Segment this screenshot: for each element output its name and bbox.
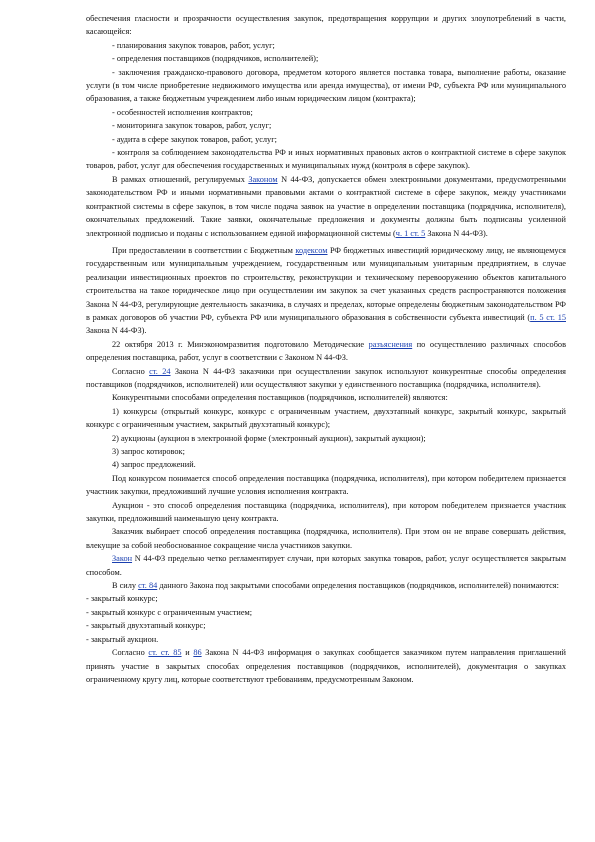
text-run: Закона N 44-ФЗ).	[86, 326, 147, 336]
article-link[interactable]: 86	[193, 648, 202, 658]
paragraph-closed	[86, 552, 566, 579]
paragraph-competitive: Конкурентными способами определения поставщиков (подрядчиков, исполнителей) являются:	[112, 393, 448, 403]
text-run: и	[181, 648, 194, 658]
list-item: - заключения гражданско-правового договора, предметом которого является поставка товара, выполнение работы, оказание услуги (в том числе приобретение недвижимого имущества или аренда имущества), от имени РФ, субъекта РФ или муниципального образования, а также бюджетным учреждением либо иным юридическим лицом (контракта);	[86, 67, 566, 104]
text-run: N 44-ФЗ, допускается обмен электронными документами, предусмотренными законодательством РФ и иными нормативными правовыми актами о контрактной системе в сфере закупок, между участниками контрактной системы в сфере закупок, в том числе подача заявок на участие в определении поставщика (подрядчика, исполнителя), окончательных предложений. Такие заявки, окончательные предложения и документы должны быть подписаны усиленной электронной подписью и поданы с использованием единой информационной системы (	[86, 174, 567, 238]
article-link[interactable]: ч. 1 ст. 5	[395, 228, 426, 238]
text-run: Закона N 44-ФЗ информация о закупках сообщается заказчиком путем направления приглашений принять участие в закрытых способах определения поставщиков (подрядчиков, исполнителей), документация о закупках ограниченному кругу лиц, которые соответствуют требованиям, предусмотренным Законом.	[86, 648, 566, 684]
document-page	[86, 12, 566, 686]
code-link[interactable]: кодексом	[295, 245, 328, 255]
paragraph-contest: Под конкурсом понимается способ определения поставщика (подрядчика, исполнителя), при котором победителем признается участник закупки, предложивший лучшие условия исполнения контракта.	[86, 473, 566, 497]
list-item: 2) аукционы (аукцион в электронной форме (электронный аукцион), закрытый аукцион);	[112, 433, 426, 443]
text-run: Согласно	[112, 648, 149, 658]
intro-paragraph: обеспечения гласности и прозрачности осуществления закупок, предотвращения коррупции и других злоупотреблений в части, касающейся:	[86, 14, 566, 37]
list-item: 1) конкурсы (открытый конкурс, конкурс с ограниченным участием, двухэтапный конкурс, закрытый конкурс, закрытый конкурс с ограниченным участием, закрытый двухэтапный конкурс);	[86, 406, 566, 430]
article-link[interactable]: п. 5 ст. 15	[530, 312, 566, 322]
text-run: Согласно	[112, 366, 150, 376]
text-run: по осуществлению различных способов определения поставщика, работ, услуг в соответствии с Законом N 44-ФЗ.	[86, 339, 566, 363]
text-run: РФ бюджетных инвестиций юридическому лицу, не являющемуся государственным или муниципальным учреждением, государственным или муниципальным унитарным предприятием, в случае реализации инвестиционных проектов по строительству, реконструкции и техническому перевооружению объектов капитального строительства на такое юридическое лицо при осуществлении им закупок за счет указанных средств распространяются положения Закона N 44-ФЗ, регулирующие деятельность заказчика, в случаях и пределах, которые определены бюджетным законодательством РФ в рамках договоров об участии РФ, субъекта РФ или муниципального образования в собственности субъекта инвестиций (	[86, 245, 566, 322]
paragraph-choice: Заказчик выбирает способ определения поставщика (подрядчика, исполнителя). При этом он не вправе совершать действия, влекущие за собой необоснованное сокращение числа участников закупки.	[86, 527, 566, 550]
paragraph-art24	[86, 365, 566, 392]
list-item: - планирования закупок товаров, работ, услуг;	[112, 40, 275, 50]
text-run: При предоставлении в соответствии с Бюджетным	[112, 245, 296, 255]
text-run: Закона N 44-ФЗ).	[425, 228, 488, 238]
list-item: - особенностей исполнения контрактов;	[112, 107, 253, 117]
list-item: - мониторинга закупок товаров, работ, услуг;	[112, 121, 272, 131]
list-item: - закрытый конкурс;	[86, 594, 158, 604]
list-item: - контроля за соблюдением законодательства РФ и иных нормативных правовых актов о контрактной системе в сфере закупок товаров, работ, услуг для обеспечения государственных и муниципальных нужд (контроля в сфере закупок).	[86, 148, 566, 171]
text-run: N 44-ФЗ предельно четко регламентирует случаи, при которых закупка товаров, работ, услуг осуществляется закрытым способом.	[86, 554, 566, 577]
list-item: - закрытый аукцион.	[86, 634, 159, 644]
law-link[interactable]: Законом	[248, 174, 278, 184]
list-item: 3) запрос котировок;	[112, 447, 185, 456]
text-run: данного Закона под закрытыми способами определения поставщиков (подрядчиков, исполнителей) понимаются:	[157, 581, 559, 591]
text-run: Закона N 44-ФЗ заказчики при осуществлении закупок используют конкурентные способы определения поставщиков (подрядчиков, исполнителей) или осуществляют закупки у единственного поставщика (подрядчика, исполнителя).	[86, 366, 566, 389]
paragraph-art85-86	[86, 646, 566, 686]
paragraph-electronic-docs	[86, 173, 566, 240]
text-run: В силу	[112, 581, 139, 591]
text-run: 22 октября 2013 г. Минэкономразвития подготовило Методические	[112, 339, 369, 349]
paragraph-budget-investments	[86, 244, 566, 338]
list-item: 4) запрос предложений.	[112, 460, 196, 470]
list-item: - определения поставщиков (подрядчиков, исполнителей);	[112, 54, 319, 64]
paragraph-auction: Аукцион - это способ определения поставщика (подрядчика, исполнителя), при котором победителем признается участник закупки, предложивший наименьшую цену контракта.	[86, 500, 566, 524]
article-link[interactable]: ст. ст. 85	[148, 648, 182, 658]
list-item: - аудита в сфере закупок товаров, работ, услуг;	[112, 134, 277, 144]
paragraph-art84	[86, 579, 566, 592]
paragraph-guidelines	[86, 338, 566, 365]
guidelines-link[interactable]: разъяснения	[368, 339, 413, 349]
list-item: - закрытый конкурс с ограниченным участием;	[86, 607, 253, 617]
article-link[interactable]: ст. 84	[138, 581, 158, 591]
text-run: В рамках отношений, регулируемых	[112, 174, 249, 184]
list-item: - закрытый двухэтапный конкурс;	[86, 621, 206, 631]
law-link[interactable]: Закон	[112, 554, 133, 564]
article-link[interactable]: ст. 24	[149, 366, 171, 376]
